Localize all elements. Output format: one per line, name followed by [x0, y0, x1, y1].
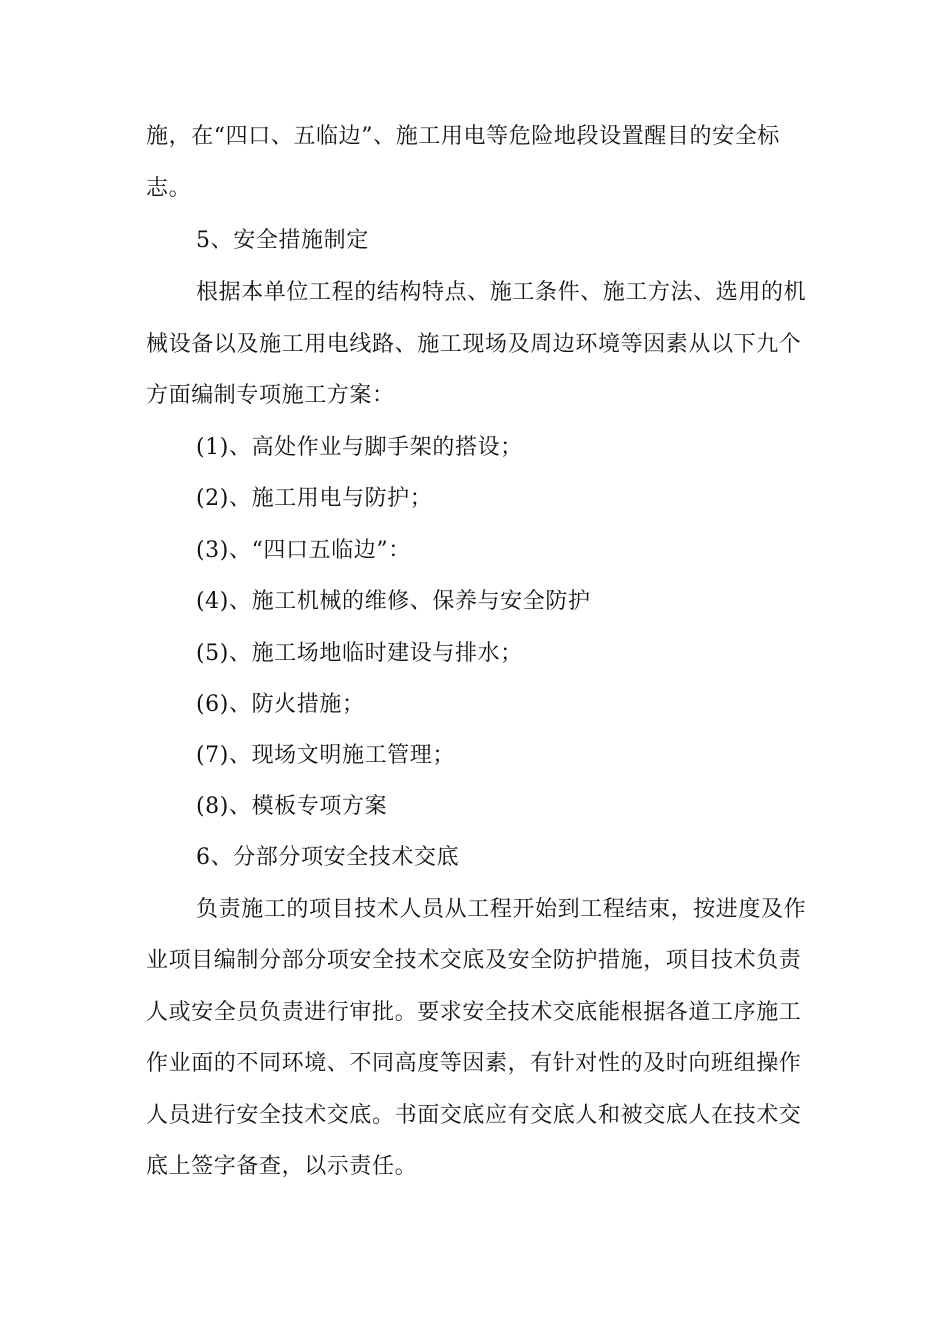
list-item: (4)、施工机械的维修、保养与安全防护: [196, 589, 591, 614]
list-item: (7)、现场文明施工管理；: [196, 743, 455, 768]
section-heading: 6、分部分项安全技术交底: [196, 845, 460, 870]
paragraph-line: 志。: [146, 176, 192, 201]
list-item: (6)、防火措施；: [196, 692, 365, 717]
section-heading: 5、安全措施制定: [196, 228, 369, 253]
paragraph-line: 械设备以及施工用电线路、施工现场及周边环境等因素从以下九个: [146, 332, 802, 357]
paragraph-line: 底上签字备查，以示责任。: [146, 1154, 418, 1179]
paragraph-line: 业项目编制分部分项安全技术交底及安全防护措施，项目技术负责: [146, 948, 802, 973]
paragraph-line: 方面编制专项施工方案：: [146, 383, 395, 408]
paragraph-line: 根据本单位工程的结构特点、施工条件、施工方法、选用的机: [196, 280, 807, 305]
list-item: (8)、模板专项方案: [196, 794, 388, 819]
list-item: (1)、高处作业与脚手架的搭设；: [196, 435, 523, 460]
paragraph-line: 作业面的不同环境、不同高度等因素，有针对性的及时向班组操作: [146, 1051, 802, 1076]
list-item: (3)、“四口五临边”：: [196, 538, 411, 563]
list-item: (2)、施工用电与防护；: [196, 486, 433, 511]
list-item: (5)、施工场地临时建设与排水；: [196, 641, 523, 666]
paragraph-line: 负责施工的项目技术人员从工程开始到工程结束，按进度及作: [196, 897, 807, 922]
paragraph-line: 人员进行安全技术交底。书面交底应有交底人和被交底人在技术交: [146, 1103, 802, 1128]
paragraph-line: 人或安全员负责进行审批。要求安全技术交底能根据各道工序施工: [146, 1000, 802, 1025]
paragraph-line: 施，在“四口、五临边”、施工用电等危险地段设置醒目的安全标: [146, 124, 780, 149]
